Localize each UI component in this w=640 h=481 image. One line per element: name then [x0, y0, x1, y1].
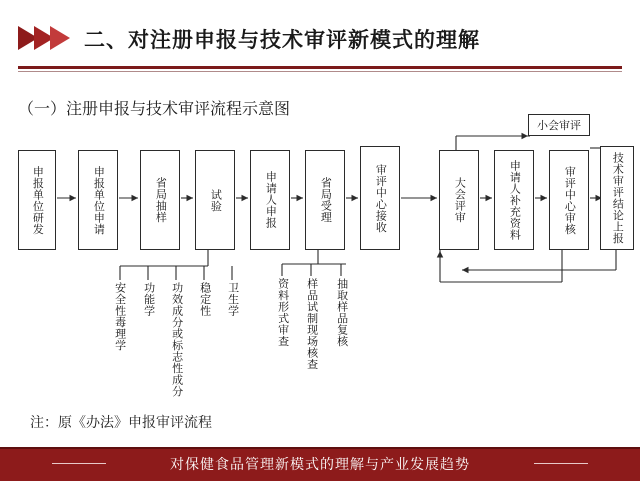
- flow-node-9-label: 申请人补充资料: [508, 159, 521, 241]
- flow-node-8-label: 大会评审: [453, 177, 466, 223]
- flow-node-1-label: 申报单位研发: [31, 165, 44, 235]
- flow-node-4: [195, 150, 235, 250]
- flow-node-1: [18, 150, 56, 250]
- flow-node-11-label: 技术审评结论上报: [611, 152, 624, 244]
- sub-label-7: 样品试制现场核查: [305, 278, 318, 370]
- flow-node-9: [494, 150, 534, 250]
- sub-label-5: 卫生学: [226, 282, 239, 317]
- flow-node-7-label: 审评中心接收: [374, 163, 387, 233]
- flow-node-2-label: 申报单位申请: [92, 165, 105, 235]
- footer-title: 对保健食品管理新模式的理解与产业发展趋势: [170, 456, 470, 472]
- section-heading: （一）注册申报与技术审评流程示意图: [18, 101, 291, 118]
- flow-node-6-label: 省局受理: [319, 177, 332, 223]
- sub-label-8: 抽取样品复核: [335, 278, 348, 347]
- diagram-note: 注：原《办法》申报审评流程: [30, 414, 212, 430]
- slide-footer: [0, 447, 640, 481]
- flow-node-2: [78, 150, 118, 250]
- flow-node-8: [439, 150, 479, 250]
- flow-diagram: [0, 118, 640, 438]
- header-rule: [18, 66, 622, 69]
- flow-node-12-label: 小会审评: [537, 120, 581, 132]
- flow-node-6: [305, 150, 345, 250]
- flow-node-12: [528, 114, 590, 136]
- header-rule-thin: [18, 71, 622, 72]
- flow-node-11: [600, 146, 634, 250]
- sub-label-1: 安全性毒理学: [113, 282, 126, 351]
- flow-node-10-label: 审评中心审核: [563, 165, 576, 235]
- flow-node-5-label: 申请人申报: [264, 171, 277, 229]
- sub-label-2: 功能学: [142, 282, 155, 317]
- header-arrow-decoration-icon: [18, 26, 80, 50]
- page-title: 二、对注册申报与技术审评新模式的理解: [84, 29, 480, 52]
- flow-node-5: [250, 150, 290, 250]
- flow-node-3-label: 省局抽样: [154, 177, 167, 223]
- sub-label-3: 功效成分或标志性成分: [170, 282, 183, 397]
- flow-node-7: [360, 146, 400, 250]
- flow-node-4-label: 试验: [209, 188, 222, 212]
- slide-header: [0, 0, 640, 78]
- flow-node-10: [549, 150, 589, 250]
- flow-node-3: [140, 150, 180, 250]
- sub-label-4: 稳定性: [198, 282, 211, 317]
- sub-label-6: 资料形式审查: [276, 278, 289, 347]
